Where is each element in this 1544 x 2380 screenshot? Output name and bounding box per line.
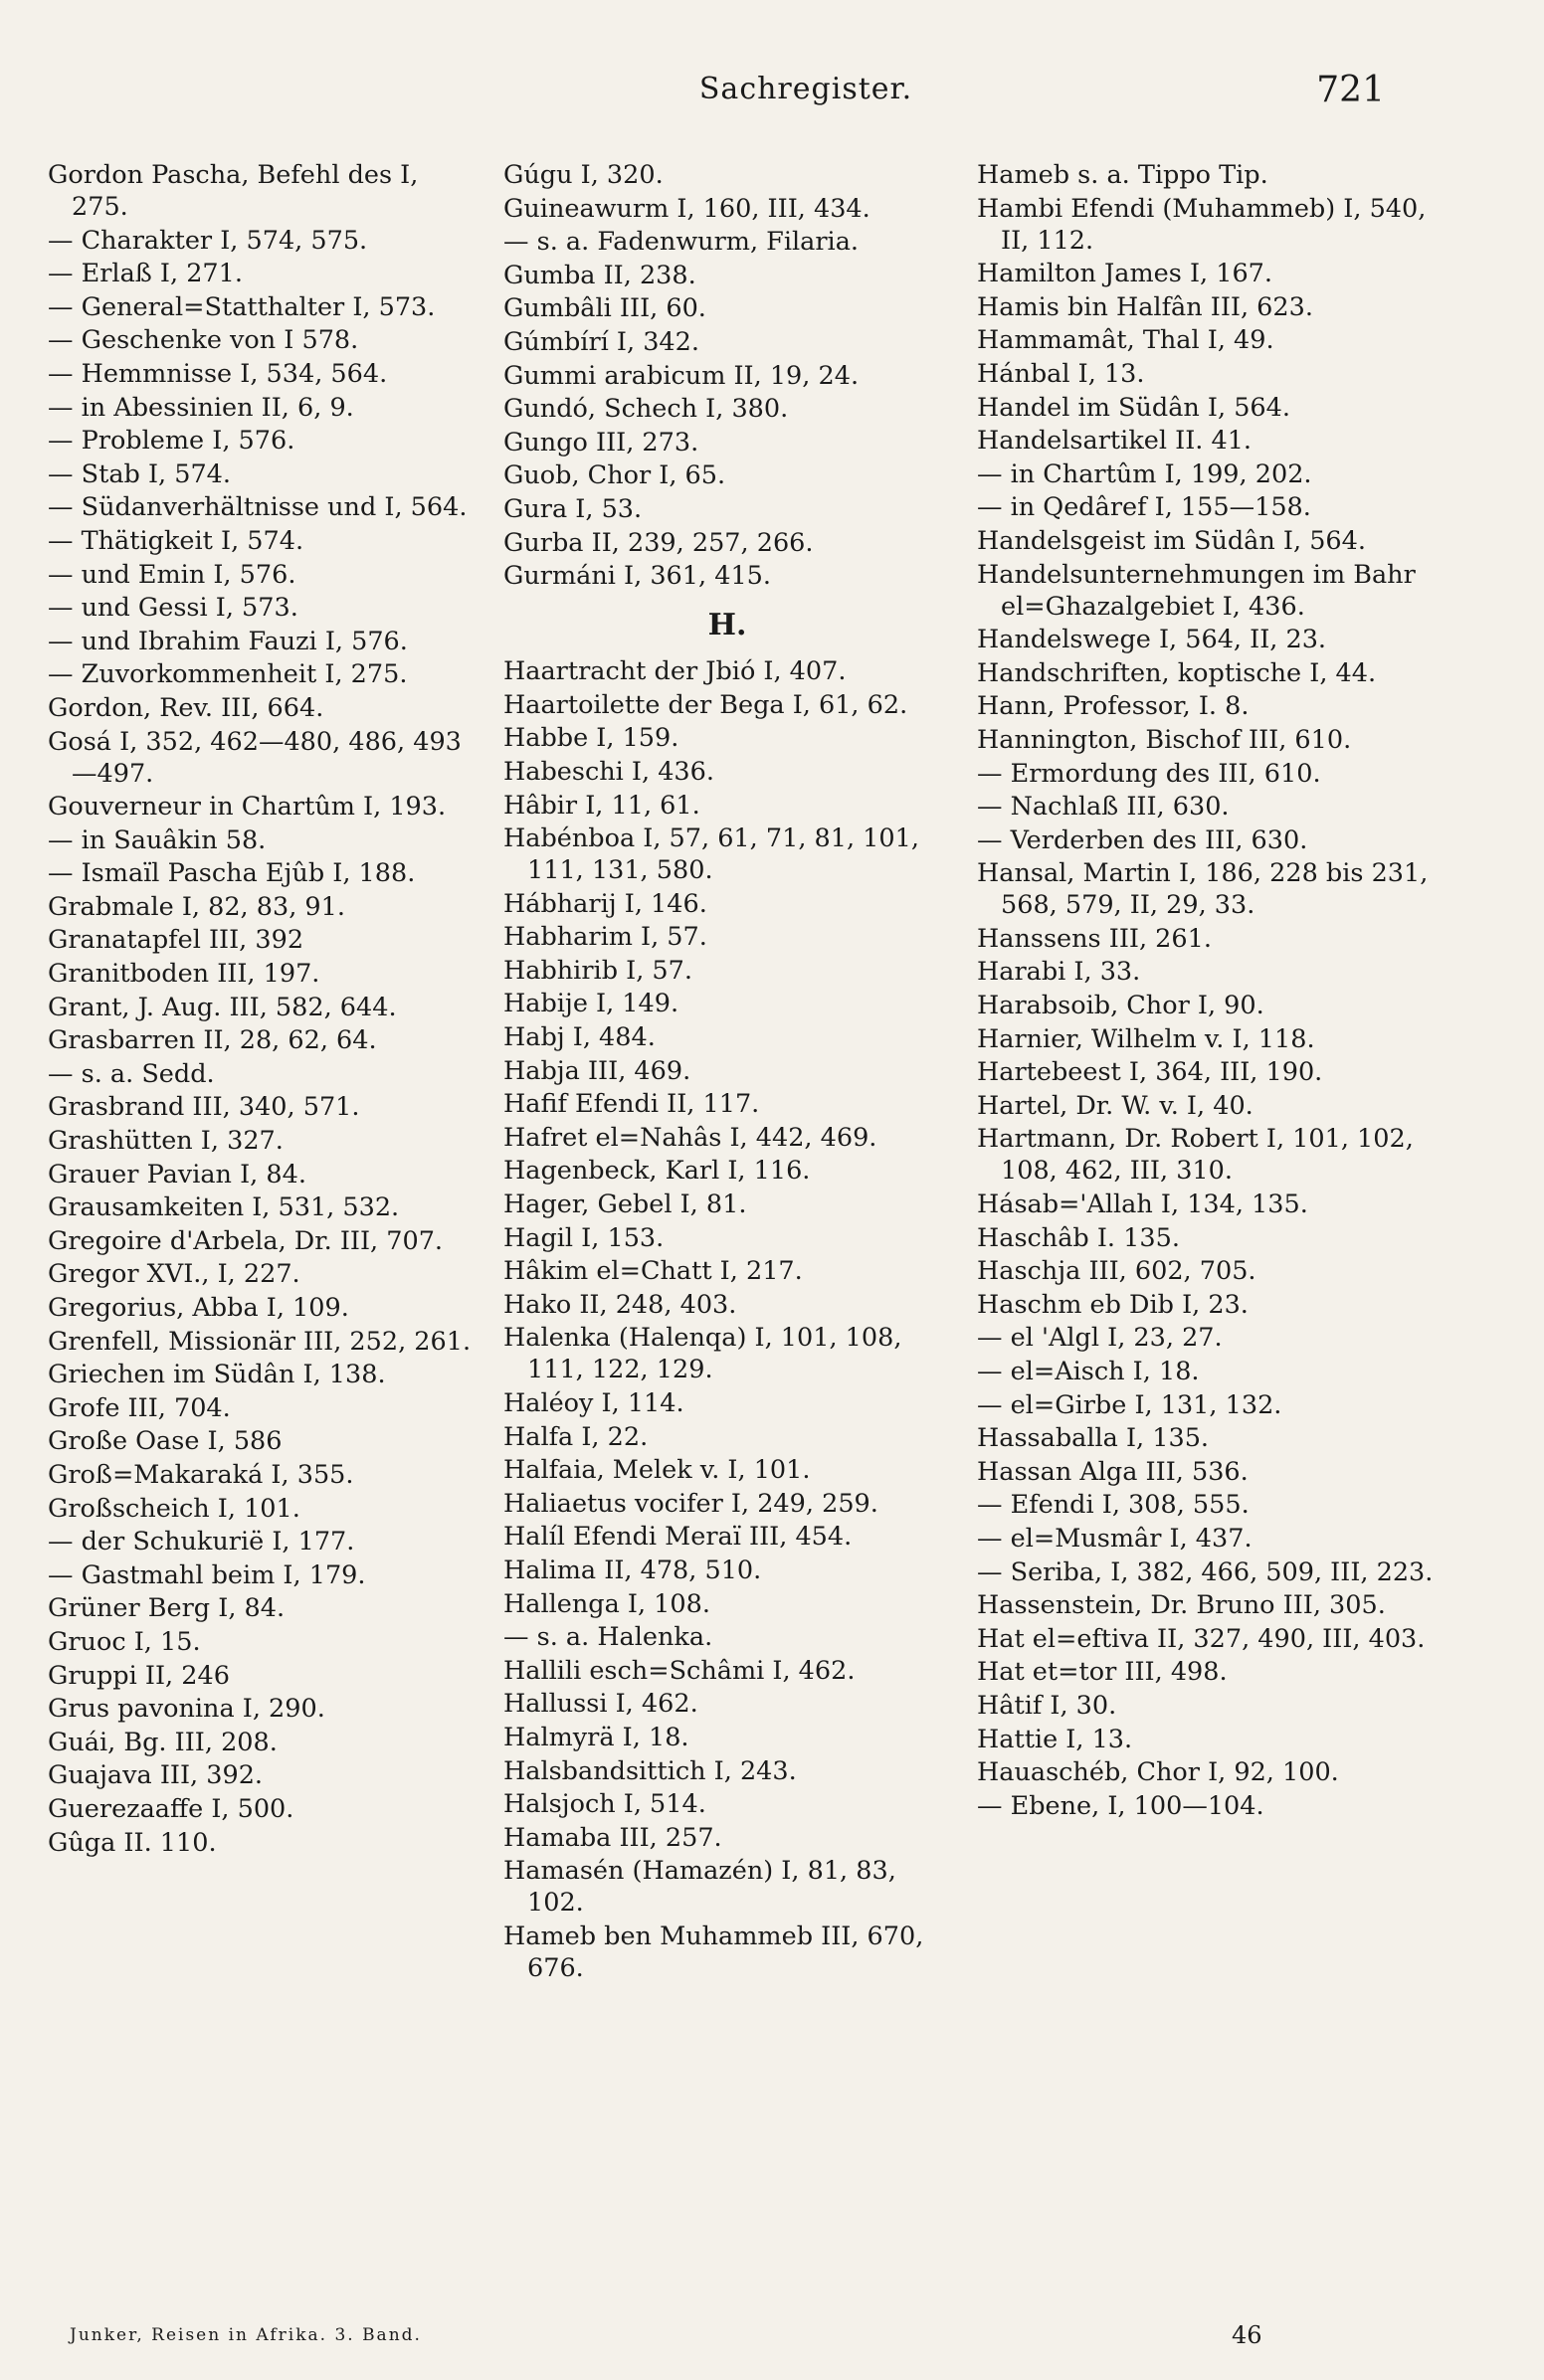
footer-signature: Junker, Reisen in Afrika. 3. Band. (70, 2325, 422, 2345)
index-entry: Hafret el=Nahâs I, 442, 469. (503, 1122, 877, 1153)
index-entry: Harabsoib, Chor I, 90. (977, 991, 1264, 1021)
index-column-3 (977, 159, 1435, 1823)
index-entry: Guái, Bg. III, 208. (48, 1727, 278, 1757)
index-entry: Handschriften, koptische I, 44. (977, 657, 1377, 688)
index-entry: Hartebeest I, 364, III, 190. (977, 1057, 1323, 1088)
index-entry: Grauer Pavian I, 84. (48, 1159, 306, 1190)
index-entry: Habije I, 149. (503, 989, 679, 1019)
index-entry: Grausamkeiten I, 531, 532. (48, 1192, 400, 1223)
index-entry: Harnier, Wilhelm v. I, 118. (977, 1023, 1315, 1054)
index-entry: Halsbandsittich I, 243. (503, 1755, 797, 1786)
index-entry: Hammamât, Thal I, 49. (977, 325, 1274, 356)
index-entry: — Zuvorkommenheit I, 275. (48, 659, 408, 690)
index-entry: Gordon Pascha, Befehl des I, 275. (48, 160, 419, 222)
index-entry: — Ismaïl Pascha Ejûb I, 188. (48, 858, 416, 889)
index-entry: Gordon, Rev. III, 664. (48, 692, 324, 723)
index-entry: Haliaetus vocifer I, 249, 259. (503, 1488, 878, 1519)
index-entry: Grashütten I, 327. (48, 1126, 284, 1157)
index-entry: Haschâb I. 135. (977, 1222, 1180, 1253)
index-entry: Hauaschéb, Chor I, 92, 100. (977, 1757, 1339, 1788)
index-entry: — Ebene, I, 100—104. (977, 1790, 1264, 1821)
sheet-number: 46 (1232, 2321, 1262, 2349)
index-entry: Hamaba III, 257. (503, 1822, 722, 1853)
index-entry: Hallili esch=Schâmi I, 462. (503, 1655, 856, 1686)
index-entry: Grabmale I, 82, 83, 91. (48, 891, 345, 922)
index-entry: — in Qedâref I, 155—158. (977, 492, 1311, 523)
index-entry: Gûga II. 110. (48, 1827, 217, 1858)
index-entry: Gundó, Schech I, 380. (503, 394, 789, 425)
index-entry: Hábharij I, 146. (503, 888, 707, 919)
index-entry: Hâkim el=Chatt I, 217. (503, 1256, 803, 1287)
index-entry: Hassenstein, Dr. Bruno III, 305. (977, 1590, 1386, 1621)
index-entry: Hambi Efendi (Muhammeb) I, 540, II, 112. (977, 193, 1427, 256)
index-entry: — Nachlaß III, 630. (977, 792, 1230, 823)
index-entry: Gungo III, 273. (503, 427, 699, 458)
index-entry: Grant, J. Aug. III, 582, 644. (48, 992, 397, 1022)
index-entry: — Verderben des III, 630. (977, 824, 1308, 855)
index-entry: Guob, Chor I, 65. (503, 460, 726, 491)
index-entry: — Südanverhältnisse und I, 564. (48, 492, 468, 523)
index-entry: Hassan Alga III, 536. (977, 1456, 1249, 1487)
index-entry: Grus pavonina I, 290. (48, 1694, 325, 1725)
index-entry: Handelsartikel II. 41. (977, 426, 1253, 457)
index-entry: Gosá I, 352, 462—480, 486, 493—497. (48, 726, 462, 789)
index-entry: Halíl Efendi Meraï III, 454. (503, 1522, 853, 1553)
index-entry: — s. a. Sedd. (48, 1058, 215, 1089)
index-entry: Hannington, Bischof III, 610. (977, 724, 1352, 755)
index-entry: — und Emin I, 576. (48, 559, 296, 590)
index-entry: Haartracht der Jbió I, 407. (503, 656, 847, 687)
index-entry: Hamasén (Hamazén) I, 81, 83, 102. (503, 1856, 896, 1919)
index-entry: Habeschi I, 436. (503, 756, 714, 787)
index-entry: Hager, Gebel I, 81. (503, 1190, 747, 1220)
index-entry: — Probleme I, 576. (48, 426, 295, 457)
index-entry: Handelsunternehmungen im Bahr el=Ghazalgebiet I, 436. (977, 559, 1416, 622)
index-entry: — Charakter I, 574, 575. (48, 225, 368, 256)
index-entry: Hanssens III, 261. (977, 923, 1212, 954)
index-entry: Gúmbírí I, 342. (503, 326, 699, 357)
index-entry: Halfaia, Melek v. I, 101. (503, 1455, 811, 1486)
index-entry: Haléoy I, 114. (503, 1388, 684, 1418)
index-entry: Hartmann, Dr. Robert I, 101, 102, 108, 462, III, 310. (977, 1124, 1414, 1187)
index-entry: — s. a. Halenka. (503, 1622, 713, 1653)
index-entry: Harabi I, 33. (977, 957, 1141, 988)
index-entry: Gruoc I, 15. (48, 1626, 201, 1657)
index-entry: Grenfell, Missionär III, 252, 261. (48, 1326, 472, 1357)
index-entry: — General=Statthalter I, 573. (48, 291, 436, 322)
index-entry: — Seriba, I, 382, 466, 509, III, 223. (977, 1556, 1434, 1587)
index-entry: Guineawurm I, 160, III, 434. (503, 193, 870, 224)
index-entry: — el=Musmâr I, 437. (977, 1523, 1253, 1554)
index-entry: — Erlaß I, 271. (48, 259, 243, 289)
index-entry: — in Sauâkin 58. (48, 824, 267, 855)
index-entry: Halmyrä I, 18. (503, 1722, 689, 1752)
index-entry: Grüner Berg I, 84. (48, 1593, 286, 1624)
index-entry: — Geschenke von I 578. (48, 325, 359, 356)
index-entry: Hagenbeck, Karl I, 116. (503, 1156, 811, 1187)
index-entry: Gummi arabicum II, 19, 24. (503, 360, 860, 391)
index-entry: Haschm eb Dib I, 23. (977, 1289, 1249, 1320)
index-entry: Grasbarren II, 28, 62, 64. (48, 1025, 377, 1056)
index-entry: Gouverneur in Chartûm I, 193. (48, 792, 447, 823)
index-entry: Hánbal I, 13. (977, 358, 1145, 389)
index-entry: — der Schukurië I, 177. (48, 1527, 355, 1557)
index-entry: Hameb s. a. Tippo Tip. (977, 160, 1268, 190)
index-entry: Gúgu I, 320. (503, 160, 664, 190)
index-entry: Große Oase I, 586 (48, 1426, 283, 1457)
index-entry: Gregoire d'Arbela, Dr. III, 707. (48, 1225, 444, 1256)
index-entry: — Ermordung des III, 610. (977, 758, 1321, 789)
index-entry: Hâtif I, 30. (977, 1690, 1117, 1721)
index-entry: Gumbâli III, 60. (503, 293, 706, 324)
index-entry: — el 'Algl I, 23, 27. (977, 1323, 1223, 1354)
index-entry: Haschja III, 602, 705. (977, 1256, 1256, 1287)
index-entry: Hamilton James I, 167. (977, 259, 1273, 289)
index-entry: Habj I, 484. (503, 1022, 656, 1053)
index-entry: Hamis bin Halfân III, 623. (977, 291, 1313, 322)
index-entry: Hattie I, 13. (977, 1724, 1133, 1754)
index-entry: Habharim I, 57. (503, 922, 707, 953)
index-entry: Halenka (Halenqa) I, 101, 108, 111, 122, 129. (503, 1323, 902, 1385)
index-entry: Griechen im Südân I, 138. (48, 1360, 386, 1390)
index-entry: Granatapfel III, 392 (48, 925, 304, 956)
index-entry: Gregorius, Abba I, 109. (48, 1293, 349, 1323)
running-head: Sachregister. (698, 72, 913, 106)
index-entry: Groß=Makaraká I, 355. (48, 1459, 354, 1490)
index-entry: — Stab I, 574. (48, 458, 232, 489)
index-entry: Hansal, Martin I, 186, 228 bis 231, 568, 579, II, 29, 33. (977, 858, 1429, 921)
index-entry: Guajava III, 392. (48, 1760, 264, 1791)
index-entry: Hameb ben Muhammeb III, 670, 676. (503, 1921, 924, 1983)
index-entry: Hann, Professor, I. 8. (977, 691, 1250, 722)
index-entry: Handel im Südân I, 564. (977, 392, 1290, 423)
index-entry: Habja III, 469. (503, 1055, 691, 1086)
index-entry: Grasbrand III, 340, 571. (48, 1092, 360, 1123)
index-entry: — Gastmahl beim I, 179. (48, 1559, 366, 1590)
index-entry: Gura I, 53. (503, 493, 643, 524)
section-letter-heading: H. (707, 608, 747, 643)
index-entry: Gurmáni I, 361, 415. (503, 561, 771, 592)
index-entry: Hallussi I, 462. (503, 1689, 698, 1720)
index-entry: Gruppi II, 246 (48, 1660, 230, 1691)
index-entry: — und Ibrahim Fauzi I, 576. (48, 626, 408, 656)
index-column-1 (48, 159, 478, 1860)
index-entry: Hat el=eftiva II, 327, 490, III, 403. (977, 1623, 1426, 1654)
index-entry: Hat et=tor III, 498. (977, 1657, 1228, 1688)
index-entry: Guerezaaffe I, 500. (48, 1793, 294, 1824)
index-entry: Hásab='Allah I, 134, 135. (977, 1190, 1308, 1220)
index-entry: Hassaballa I, 135. (977, 1423, 1210, 1454)
index-entry: Habhirib I, 57. (503, 955, 692, 986)
index-entry: Haartoilette der Bega I, 61, 62. (503, 689, 908, 720)
index-entry: — in Chartûm I, 199, 202. (977, 458, 1312, 489)
index-entry: Granitboden III, 197. (48, 959, 320, 990)
index-entry: Halima II, 478, 510. (503, 1555, 762, 1585)
index-entry: Hartel, Dr. W. v. I, 40. (977, 1090, 1254, 1121)
index-entry: Gurba II, 239, 257, 266. (503, 527, 814, 558)
index-entry: Halfa I, 22. (503, 1421, 649, 1452)
index-entry: — el=Aisch I, 18. (977, 1357, 1200, 1386)
index-entry: Handelsgeist im Südân I, 564. (977, 525, 1366, 556)
index-entry: — el=Girbe I, 131, 132. (977, 1389, 1282, 1420)
index-entry: — und Gessi I, 573. (48, 593, 298, 624)
index-entry: Gregor XVI., I, 227. (48, 1259, 300, 1290)
index-entry: — Hemmnisse I, 534, 564. (48, 358, 388, 389)
index-entry: Hagil I, 153. (503, 1222, 665, 1253)
index-entry: — s. a. Fadenwurm, Filaria. (503, 227, 860, 258)
page-number: 721 (1316, 70, 1385, 110)
index-entry: Großscheich I, 101. (48, 1493, 300, 1524)
index-entry: Gumba II, 238. (503, 260, 696, 290)
index-entry: Handelswege I, 564, II, 23. (977, 625, 1327, 655)
index-entry: Habbe I, 159. (503, 723, 679, 754)
index-entry: Hafif Efendi II, 117. (503, 1089, 760, 1120)
index-entry: — Efendi I, 308, 555. (977, 1490, 1250, 1521)
index-entry: Habénboa I, 57, 61, 71, 81, 101, 111, 131, 580. (503, 824, 919, 886)
index-entry: — in Abessinien II, 6, 9. (48, 392, 354, 423)
index-entry: Hako II, 248, 403. (503, 1289, 737, 1320)
index-entry: Hallenga I, 108. (503, 1588, 710, 1619)
index-column-2 (503, 159, 951, 1986)
index-entry: Grofe III, 704. (48, 1392, 231, 1423)
index-entry: Halsjoch I, 514. (503, 1789, 706, 1820)
index-entry: — Thätigkeit I, 574. (48, 525, 304, 556)
index-entry: Hâbir I, 11, 61. (503, 790, 700, 821)
